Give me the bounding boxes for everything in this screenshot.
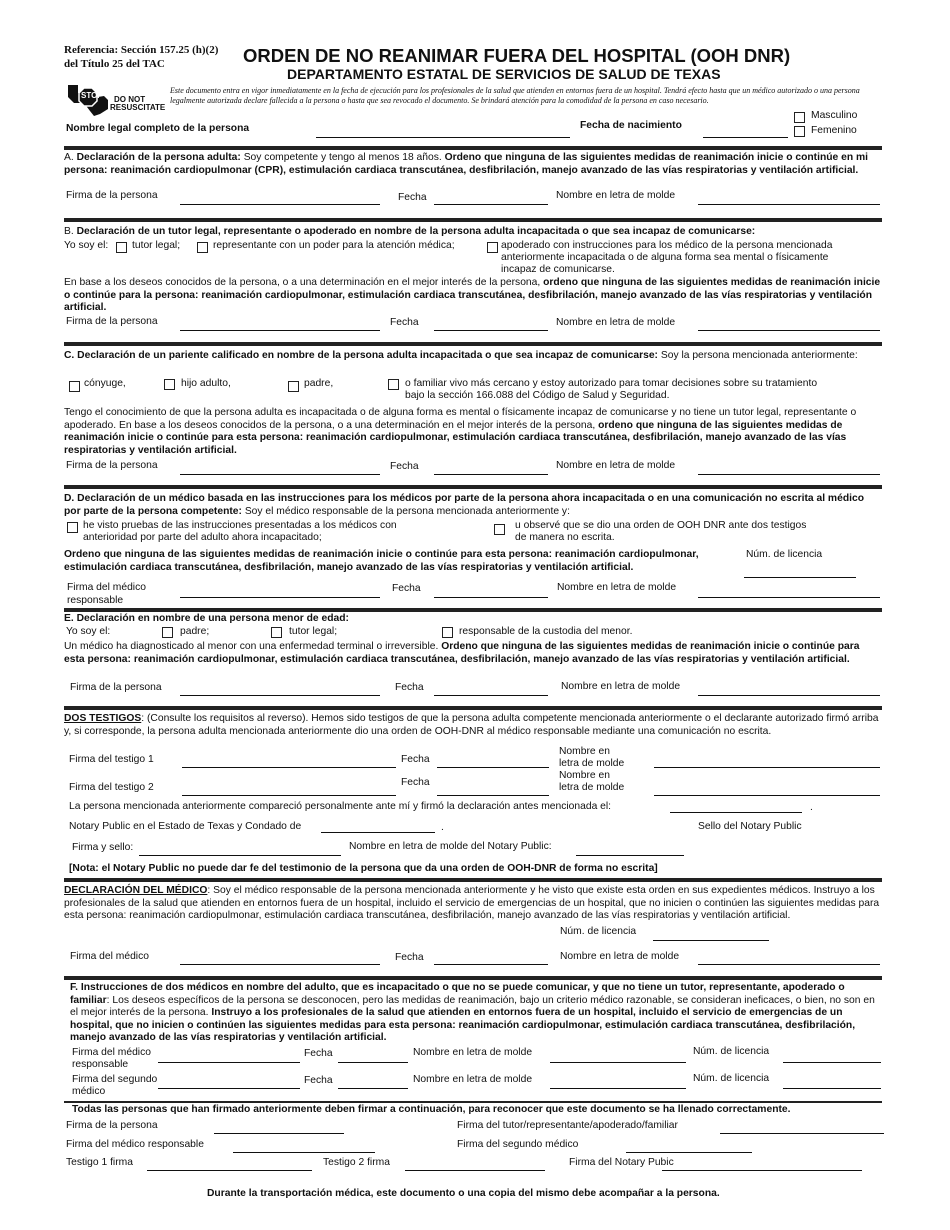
date-label: Fecha <box>401 777 430 788</box>
footer-note: Durante la transportación médica, este documento o una copia del mismo debe acompañar a la persona. <box>207 1188 720 1199</box>
final-witness2-field[interactable] <box>405 1170 545 1171</box>
notary-date-field[interactable] <box>670 812 802 813</box>
date-label: Fecha <box>395 682 424 693</box>
print-name-label: Nombre en letra de molde <box>556 190 676 201</box>
document-title: ORDEN DE NO REANIMAR FUERA DEL HOSPITAL (OOH DNR) <box>243 45 791 66</box>
print-name-label: Nombre en letra de molde <box>557 582 677 593</box>
custodian-label: responsable de la custodia del menor. <box>459 626 633 637</box>
witness1-name-label: Nombre en <box>559 746 610 757</box>
witness1-name-label-2: letra de molde <box>559 758 625 769</box>
document-subtitle: DEPARTAMENTO ESTATAL DE SERVICIOS DE SALUD DE TEXAS <box>287 66 721 82</box>
section-divider <box>64 218 882 222</box>
section-f-text: F. Instrucciones de dos médicos en nombre del adulto, que es incapacitado o que no se puede comunicar, y que no tiene un tutor, representante, apoderado o familiar: Los deseos específicos de la persona se desconocen, pero las medidas de reanimación, bajo un criterio médico razonable, se consideran ineficaces, o bien, no son en el mejor interés de la persona. Instruyo a los profesionales de la salud que atienden en entornos fuera de un hospital, incluido el servicio de emergencias de un hospital, que no inicien o continúen las siguientes medidas para esta persona: reanimación cardiopulmonar, estimulación cardiaca transcutánea, desfibrilación, manejo avanzado de las vías respiratorias y ventilación artificial. <box>70 982 875 1044</box>
notary-note: [Nota: el Notary Public no puede dar fe del testimonio de la persona que da una orden de OOH-DNR de forma no escrita] <box>69 863 658 874</box>
stop-sign-text: STOP <box>81 91 103 100</box>
final-witness1-field[interactable] <box>147 1170 312 1171</box>
proxy-checkbox[interactable] <box>487 242 498 253</box>
spouse-label: cónyuge, <box>84 378 126 389</box>
second-physician-sig-label-2: médico <box>72 1086 106 1097</box>
witness1-sig-label: Firma del testigo 1 <box>69 754 154 765</box>
sig-person-label: Firma de la persona <box>66 460 158 471</box>
evidence-label-2: anterioridad por parte del adulto ahora incapacitado; <box>83 532 322 543</box>
date-label: Fecha <box>395 952 424 963</box>
section-e-text: Un médico ha diagnosticado al menor con una enfermedad terminal o irreversible. Ordeno que ninguna de las siguientes medidas de reanimación inicie o continúe para esta persona: reanimación cardiopulmonar, estimulación cardiaca transcutánea, desfibrilación, manejo avanzado de las vías respiratorias y ventilación artificial. <box>64 641 860 665</box>
poa-label: representante con un poder para la atención médica; <box>213 240 455 251</box>
parent-checkbox[interactable] <box>162 627 173 638</box>
sig-person-field[interactable] <box>180 204 380 205</box>
female-label: Femenino <box>811 125 857 136</box>
section-divider <box>64 878 882 882</box>
notary-seal-label: Sello del Notary Public <box>698 821 802 832</box>
license-label: Núm. de licencia <box>746 549 823 560</box>
date-field[interactable] <box>338 1062 408 1063</box>
witnesses-text: DOS TESTIGOS: (Consulte los requisitos al reverso). Hemos sido testigos de que la persona adulta competente mencionada anteriormente o el declarante autorizado firmó arriba y, si corresponde, la persona adulta mencionada anteriormente dio una orden de OOH-DNR al médico responsable mediante una comunicación no escrita. <box>64 713 879 737</box>
guardian-label: tutor legal; <box>132 240 181 251</box>
final-sig-guardian-label: Firma del tutor/representante/apoderado/familiar <box>457 1120 678 1131</box>
print-name-field[interactable] <box>698 204 880 205</box>
parent-label: padre, <box>304 378 334 389</box>
date-field[interactable] <box>434 695 548 696</box>
legal-name-label: Nombre legal completo de la persona <box>66 123 250 134</box>
date-field[interactable] <box>437 767 549 768</box>
final-sig-physician-field[interactable] <box>233 1152 375 1153</box>
print-name-label: Nombre en letra de molde <box>413 1047 533 1058</box>
sig-person-field[interactable] <box>180 330 380 331</box>
date-field[interactable] <box>338 1088 408 1089</box>
legal-name-field[interactable] <box>316 137 570 138</box>
observed-label: u observé que se dio una orden de OOH DNR ante dos testigos <box>515 520 807 531</box>
section-divider <box>64 1101 882 1103</box>
notary-name-label: Nombre en letra de molde del Notary Public: <box>349 841 552 852</box>
date-label: Fecha <box>304 1048 333 1059</box>
print-name-field[interactable] <box>698 597 880 598</box>
date-label: Fecha <box>392 583 421 594</box>
final-sig-second-label: Firma del segundo médico <box>457 1139 579 1150</box>
sig-physician-label: Firma del médico <box>72 1047 151 1058</box>
sig-person-label: Firma de la persona <box>66 190 158 201</box>
intro-paragraph: Este documento entra en vigor inmediatamente en la fecha de ejecución para los profesionales de la salud que atienden en entornos fuera de un hospital. Tendrá efecto hasta que un médico autorizado o una persona legalmente autorizada declare fallecida a la persona o hasta que sea revocado el documento. Se brindará atención para la comodidad de la persona en caso necesario. <box>170 86 860 105</box>
print-name-field[interactable] <box>698 330 880 331</box>
notary-sig-field[interactable] <box>139 855 341 856</box>
witness2-sig-label: Firma del testigo 2 <box>69 782 154 793</box>
witness1-name-field[interactable] <box>654 767 880 768</box>
relative-label: o familiar vivo más cercano y estoy autorizado para tomar decisiones sobre su tratamiento <box>405 378 818 389</box>
section-e-heading: E. Declaración en nombre de una persona menor de edad: <box>64 613 349 624</box>
parent-label: padre; <box>180 626 210 637</box>
sig-person-field[interactable] <box>180 695 380 696</box>
section-divider <box>64 608 882 612</box>
legal-guardian-checkbox[interactable] <box>271 627 282 638</box>
legal-guardian-label: tutor legal; <box>289 626 338 637</box>
date-label: Fecha <box>390 461 419 472</box>
notary-statement: La persona mencionada anteriormente compareció personalmente ante mí y firmó la declaración antes mencionada el: <box>69 801 612 812</box>
license-label: Núm. de licencia <box>560 926 637 937</box>
print-name-label: Nombre en letra de molde <box>560 951 680 962</box>
sig-physician-label-2: responsable <box>67 595 124 606</box>
print-name-label: Nombre en letra de molde <box>561 681 681 692</box>
sig-physician-field[interactable] <box>180 597 380 598</box>
parent-checkbox[interactable] <box>288 381 299 392</box>
adult-child-label: hijo adulto, <box>181 378 231 389</box>
proxy-label: apoderado con instrucciones para los médico de la persona mencionada <box>501 240 833 251</box>
period-mark: . <box>441 822 444 833</box>
female-checkbox[interactable] <box>794 126 805 137</box>
license-field[interactable] <box>653 940 769 941</box>
final-instruction: Todas las personas que han firmado anteriormente deben firmar a continuación, para reconocer que este documento se ha llenado correctamente. <box>72 1104 791 1115</box>
logo-do-not: DO NOT <box>114 95 146 104</box>
sig-physician-field[interactable] <box>180 964 380 965</box>
witness2-name-label: Nombre en <box>559 770 610 781</box>
date-field[interactable] <box>437 795 549 796</box>
notary-county-field[interactable] <box>321 832 435 833</box>
second-physician-sig-field[interactable] <box>158 1088 300 1089</box>
date-label: Fecha <box>401 754 430 765</box>
license-field[interactable] <box>744 577 856 578</box>
final-sig-physician-label: Firma del médico responsable <box>66 1139 204 1150</box>
sig-physician-field[interactable] <box>158 1062 300 1063</box>
print-name-field[interactable] <box>698 474 880 475</box>
relative-label-2: bajo la sección 166.088 del Código de Salud y Seguridad. <box>405 390 670 401</box>
date-label: Fecha <box>398 192 427 203</box>
guardian-checkbox[interactable] <box>116 242 127 253</box>
final-sig-person-label: Firma de la persona <box>66 1120 158 1131</box>
notary-name-field[interactable] <box>576 855 684 856</box>
section-a-text: A. Declaración de la persona adulta: Soy competente y tengo al menos 18 años. Ordeno que ninguna de las siguientes medidas de reanimación inicie o continúe en mi persona: reanimación cardiopulmonar (CPR), estimulación cardiaca transcutánea, desfibrilación, manejo avanzado de las vías respiratorias y ventilación artificial. <box>64 152 869 176</box>
spouse-checkbox[interactable] <box>69 381 80 392</box>
dob-field[interactable] <box>703 137 788 138</box>
section-c-heading: C. Declaración de un pariente calificado en nombre de la persona adulta incapacitada o que sea incapaz de comunicarse: Soy la persona mencionada anteriormente: <box>64 350 858 361</box>
sig-person-label: Firma de la persona <box>70 682 162 693</box>
adult-child-checkbox[interactable] <box>164 379 175 390</box>
sig-physician-label: Firma del médico <box>70 951 149 962</box>
observed-label-2: de manera no escrita. <box>515 532 615 543</box>
license-field[interactable] <box>783 1062 881 1063</box>
date-label: Fecha <box>304 1075 333 1086</box>
section-d-heading: D. Declaración de un médico basada en las instrucciones para los médicos por parte de la persona ahora incapacitada o en una comunicación no escrita al médico por parte de la persona competente: Soy el médico responsable de la persona mencionada anteriormente y: <box>64 493 864 517</box>
relative-checkbox[interactable] <box>388 379 399 390</box>
witness2-name-label-2: letra de molde <box>559 782 625 793</box>
print-name-label: Nombre en letra de molde <box>556 460 676 471</box>
final-notary-label: Firma del Notary Pubic <box>569 1157 674 1168</box>
second-physician-sig-label: Firma del segundo <box>72 1074 158 1085</box>
section-divider <box>64 976 882 980</box>
date-field[interactable] <box>434 330 548 331</box>
print-name-field[interactable] <box>550 1088 686 1089</box>
male-label: Masculino <box>811 110 858 121</box>
sig-physician-label: Firma del médico <box>67 582 146 593</box>
period-mark: . <box>810 802 813 813</box>
print-name-label: Nombre en letra de molde <box>413 1074 533 1085</box>
print-name-field[interactable] <box>698 964 880 965</box>
proxy-label-2: anteriormente incapacitada o de alguna forma sea mental o físicamente <box>501 252 829 263</box>
observed-checkbox[interactable] <box>494 524 505 535</box>
print-name-field[interactable] <box>698 695 880 696</box>
poa-checkbox[interactable] <box>197 242 208 253</box>
section-divider <box>64 146 882 150</box>
reference-citation: Referencia: Sección 157.25 (h)(2) del Título 25 del TAC <box>64 44 219 70</box>
final-sig-second-field[interactable] <box>626 1152 752 1153</box>
final-sig-person-field[interactable] <box>214 1133 344 1134</box>
section-divider <box>64 485 882 489</box>
final-witness1-label: Testigo 1 firma <box>66 1157 133 1168</box>
sig-seal-label: Firma y sello: <box>72 842 134 853</box>
license-label: Núm. de licencia <box>693 1073 770 1084</box>
evidence-label: he visto pruebas de las instrucciones presentadas a los médicos con <box>83 520 397 531</box>
evidence-checkbox[interactable] <box>67 522 78 533</box>
logo-resuscitate: RESUSCITATE <box>110 103 166 112</box>
sig-person-field[interactable] <box>180 474 380 475</box>
section-d-order: Ordeno que ninguna de las siguientes medidas de reanimación inicie o continúe para esta persona: reanimación cardiopulmonar, estimulación cardiaca transcutánea, desfibrilación, manejo avanzado de las vías respiratorias y ventilación artificial. <box>64 549 699 573</box>
witness2-name-field[interactable] <box>654 795 880 796</box>
witness2-sig-field[interactable] <box>182 795 396 796</box>
final-witness2-label: Testigo 2 firma <box>323 1157 390 1168</box>
notary-county-label: Notary Public en el Estado de Texas y Condado de <box>69 821 302 832</box>
date-field[interactable] <box>434 964 548 965</box>
print-name-field[interactable] <box>550 1062 686 1063</box>
sig-person-label: Firma de la persona <box>66 316 158 327</box>
section-b-text: En base a los deseos conocidos de la persona, o a una determinación en el mejor interés de la persona, ordeno que ninguna de las siguientes medidas de reanimación inicie o continúe para la persona: reanimación cardiopulmonar, estimulación cardiaca transcutánea, desfibrilación, manejo avanzado de las vías respiratorias y ventilación artificial. <box>64 277 881 314</box>
sig-physician-label-2: responsable <box>72 1059 129 1070</box>
texas-dnr-logo <box>64 83 174 117</box>
section-divider <box>64 706 882 710</box>
date-field[interactable] <box>434 474 548 475</box>
section-divider <box>64 342 882 346</box>
date-field[interactable] <box>434 597 548 598</box>
section-b-heading: B. Declaración de un tutor legal, representante o apoderado en nombre de la persona adulta incapacitada o que sea incapaz de comunicarse: <box>64 226 756 237</box>
date-field[interactable] <box>434 204 548 205</box>
i-am-label: Yo soy el: <box>66 626 111 637</box>
witness1-sig-field[interactable] <box>182 767 396 768</box>
license-field[interactable] <box>783 1088 881 1089</box>
male-checkbox[interactable] <box>794 112 805 123</box>
proxy-label-3: incapaz de comunicarse. <box>501 264 615 275</box>
section-c-text: Tengo el conocimiento de que la persona adulta es incapacitada o de alguna forma es mental o físicamente incapaz de comunicarse y no tiene un tutor legal, representante o apoderado. En base a los deseos conocidos de la persona, o a una determinación en el mejor interés de la persona, ordeno que ninguna de las siguientes medidas de reanimación inicie o continúe para esta persona: reanimación cardiopulmonar, estimulación cardiaca transcutánea, desfibrilación, manejo avanzado de las vías respiratorias y ventilación artificial. <box>64 407 857 456</box>
license-label: Núm. de licencia <box>693 1046 770 1057</box>
dob-label: Fecha de nacimiento <box>580 120 682 131</box>
print-name-label: Nombre en letra de molde <box>556 317 676 328</box>
physician-declaration-text: DECLARACIÓN DEL MÉDICO: Soy el médico responsable de la persona mencionada anteriormente y he visto que existe esta orden en sus expedientes médicos. Instruyo a los profesionales de la salud que atienden en entornos fuera de un hospital, incluido el servicio de emergencias de un hospital, que no inicien o continúen las siguientes medidas para esta persona: reanimación cardiopulmonar, estimulación cardiaca transcutánea, desfibrilación, manejo avanzado de las vías respiratorias y ventilación artificial. <box>64 885 880 922</box>
custodian-checkbox[interactable] <box>442 627 453 638</box>
final-sig-guardian-field[interactable] <box>720 1133 884 1134</box>
date-label: Fecha <box>390 317 419 328</box>
i-am-label: Yo soy el: <box>64 240 109 251</box>
final-notary-field[interactable] <box>662 1170 862 1171</box>
